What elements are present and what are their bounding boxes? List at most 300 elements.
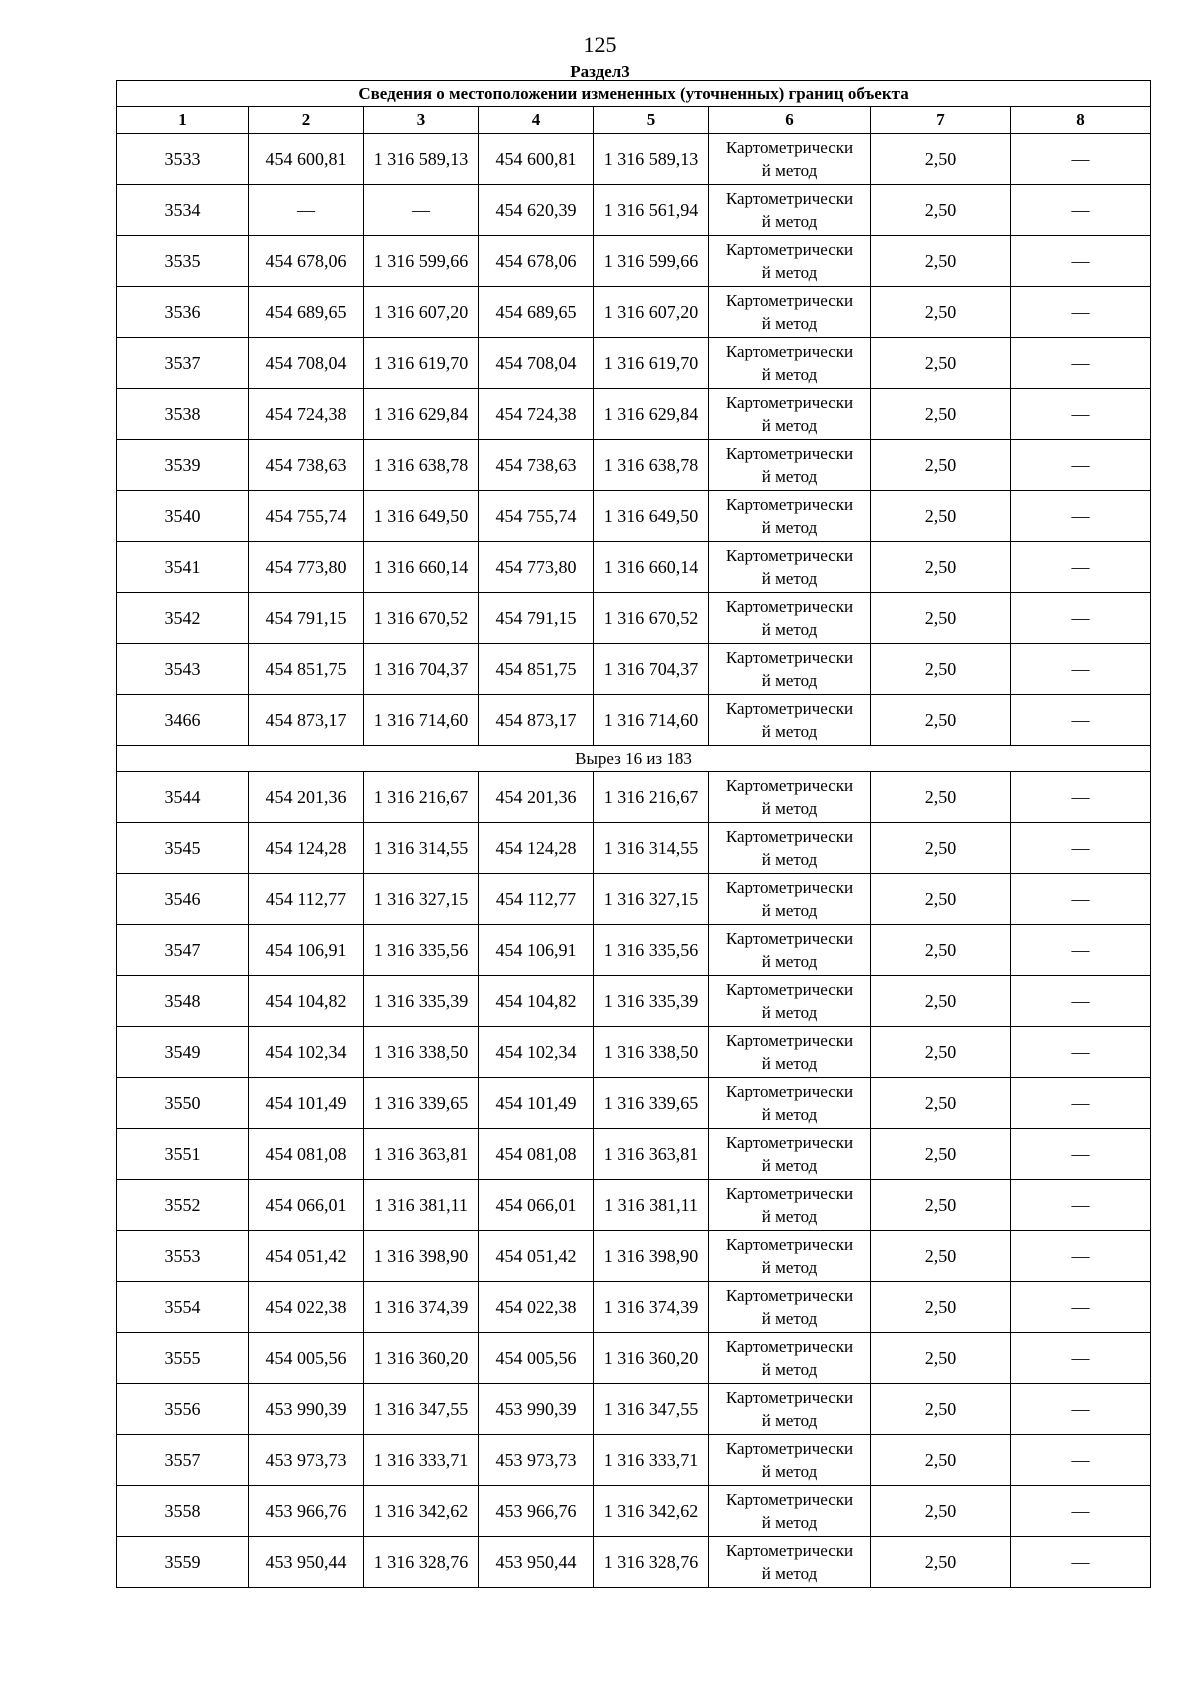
method-cell [709, 925, 871, 976]
new-x-cell: 454 689,65 [479, 287, 594, 338]
description-cell: — [1011, 1282, 1151, 1333]
new-x-cell: 454 112,77 [479, 874, 594, 925]
description-cell: — [1011, 976, 1151, 1027]
method-cell [709, 1231, 871, 1282]
description-cell: — [1011, 823, 1151, 874]
new-x-cell: 454 724,38 [479, 389, 594, 440]
new-y-cell: 1 316 638,78 [594, 440, 709, 491]
new-y-cell: 1 316 335,56 [594, 925, 709, 976]
old-y-cell: 1 316 649,50 [364, 491, 479, 542]
table-row [117, 1027, 1151, 1078]
group-label: Вырез 16 из 183 [117, 746, 1151, 772]
method-line-1: Картометрически [725, 1337, 854, 1356]
old-x-cell: 454 678,06 [249, 236, 364, 287]
description-cell: — [1011, 593, 1151, 644]
method-line-2: й метод [761, 1258, 818, 1277]
method-cell [709, 1537, 871, 1588]
description-cell: — [1011, 440, 1151, 491]
method-cell [709, 823, 871, 874]
accuracy-cell: 2,50 [871, 772, 1011, 823]
old-y-cell: 1 316 327,15 [364, 874, 479, 925]
point-number-cell: 3554 [117, 1282, 249, 1333]
new-x-cell: 454 791,15 [479, 593, 594, 644]
table-row [117, 185, 1151, 236]
table-row [117, 823, 1151, 874]
point-number-cell: 3556 [117, 1384, 249, 1435]
old-y-cell: 1 316 607,20 [364, 287, 479, 338]
method-line-1: Картометрически [725, 827, 854, 846]
description-cell: — [1011, 287, 1151, 338]
method-line-2: й метод [761, 1360, 818, 1379]
new-y-cell: 1 316 714,60 [594, 695, 709, 746]
old-y-cell: 1 316 638,78 [364, 440, 479, 491]
accuracy-cell: 2,50 [871, 1231, 1011, 1282]
old-x-cell: 454 755,74 [249, 491, 364, 542]
method-line-1: Картометрически [725, 342, 854, 361]
old-x-cell: 453 950,44 [249, 1537, 364, 1588]
old-y-cell: — [364, 185, 479, 236]
table-row [117, 1384, 1151, 1435]
accuracy-cell: 2,50 [871, 1282, 1011, 1333]
method-line-2: й метод [761, 467, 818, 486]
old-y-cell: 1 316 360,20 [364, 1333, 479, 1384]
method-line-1: Картометрически [725, 699, 854, 718]
method-line-1: Картометрически [725, 1133, 854, 1152]
point-number-cell: 3559 [117, 1537, 249, 1588]
old-y-cell: 1 316 381,11 [364, 1180, 479, 1231]
new-y-cell: 1 316 561,94 [594, 185, 709, 236]
new-y-cell: 1 316 347,55 [594, 1384, 709, 1435]
point-number-cell: 3557 [117, 1435, 249, 1486]
new-x-cell: 454 104,82 [479, 976, 594, 1027]
method-line-2: й метод [761, 212, 818, 231]
method-line-2: й метод [761, 1105, 818, 1124]
description-cell: — [1011, 772, 1151, 823]
new-x-cell: 454 851,75 [479, 644, 594, 695]
old-y-cell: 1 316 619,70 [364, 338, 479, 389]
point-number-cell: 3551 [117, 1129, 249, 1180]
accuracy-cell: 2,50 [871, 823, 1011, 874]
method-line-2: й метод [761, 518, 818, 537]
new-y-cell: 1 316 314,55 [594, 823, 709, 874]
new-y-cell: 1 316 670,52 [594, 593, 709, 644]
table-row [117, 874, 1151, 925]
description-cell: — [1011, 1231, 1151, 1282]
description-cell: — [1011, 338, 1151, 389]
description-cell: — [1011, 1435, 1151, 1486]
point-number-cell: 3550 [117, 1078, 249, 1129]
old-x-cell: 454 112,77 [249, 874, 364, 925]
new-x-cell: 453 966,76 [479, 1486, 594, 1537]
accuracy-cell: 2,50 [871, 1384, 1011, 1435]
method-line-2: й метод [761, 850, 818, 869]
description-cell: — [1011, 1078, 1151, 1129]
description-cell: — [1011, 491, 1151, 542]
method-cell [709, 389, 871, 440]
page-number: 125 [583, 32, 617, 57]
old-y-cell: 1 316 599,66 [364, 236, 479, 287]
new-x-cell: 454 201,36 [479, 772, 594, 823]
old-x-cell: 454 201,36 [249, 772, 364, 823]
method-cell [709, 1384, 871, 1435]
old-x-cell: 454 102,34 [249, 1027, 364, 1078]
method-line-2: й метод [761, 1054, 818, 1073]
method-line-1: Картометрически [725, 393, 854, 412]
accuracy-cell: 2,50 [871, 1078, 1011, 1129]
new-y-cell: 1 316 599,66 [594, 236, 709, 287]
new-x-cell: 454 708,04 [479, 338, 594, 389]
accuracy-cell: 2,50 [871, 1486, 1011, 1537]
method-line-1: Картометрически [725, 878, 854, 897]
old-x-cell: 454 738,63 [249, 440, 364, 491]
method-cell [709, 772, 871, 823]
old-y-cell: 1 316 347,55 [364, 1384, 479, 1435]
table-caption: Сведения о местоположении измененных (уточненных) границ объекта [117, 81, 1151, 107]
method-line-1: Картометрически [725, 980, 854, 999]
table-row [117, 338, 1151, 389]
method-cell [709, 236, 871, 287]
accuracy-cell: 2,50 [871, 874, 1011, 925]
old-x-cell: 454 104,82 [249, 976, 364, 1027]
method-line-1: Картометрически [725, 495, 854, 514]
accuracy-cell: 2,50 [871, 1027, 1011, 1078]
old-x-cell: 454 066,01 [249, 1180, 364, 1231]
method-cell [709, 874, 871, 925]
table-body-part-2 [117, 772, 1151, 1588]
new-y-cell: 1 316 649,50 [594, 491, 709, 542]
table-row [117, 925, 1151, 976]
new-x-cell: 454 873,17 [479, 695, 594, 746]
new-x-cell: 454 101,49 [479, 1078, 594, 1129]
new-x-cell: 454 005,56 [479, 1333, 594, 1384]
table-row [117, 772, 1151, 823]
method-cell [709, 1129, 871, 1180]
accuracy-cell: 2,50 [871, 976, 1011, 1027]
method-line-2: й метод [761, 1003, 818, 1022]
point-number-cell: 3543 [117, 644, 249, 695]
accuracy-cell: 2,50 [871, 542, 1011, 593]
method-line-2: й метод [761, 1462, 818, 1481]
point-number-cell: 3537 [117, 338, 249, 389]
method-line-1: Картометрически [725, 138, 854, 157]
method-line-2: й метод [761, 1411, 818, 1430]
method-line-2: й метод [761, 161, 818, 180]
new-x-cell: 453 950,44 [479, 1537, 594, 1588]
method-line-1: Картометрически [725, 1388, 854, 1407]
column-header: 2 [249, 107, 364, 134]
old-y-cell: 1 316 363,81 [364, 1129, 479, 1180]
method-line-1: Картометрически [725, 597, 854, 616]
old-x-cell: 454 022,38 [249, 1282, 364, 1333]
new-x-cell: 454 102,34 [479, 1027, 594, 1078]
accuracy-cell: 2,50 [871, 338, 1011, 389]
method-cell [709, 1027, 871, 1078]
method-line-1: Картометрически [725, 189, 854, 208]
new-y-cell: 1 316 589,13 [594, 134, 709, 185]
description-cell: — [1011, 925, 1151, 976]
old-y-cell: 1 316 333,71 [364, 1435, 479, 1486]
method-cell [709, 1486, 871, 1537]
accuracy-cell: 2,50 [871, 134, 1011, 185]
method-line-2: й метод [761, 314, 818, 333]
method-line-1: Картометрически [725, 1082, 854, 1101]
table-row [117, 976, 1151, 1027]
method-line-1: Картометрически [725, 1031, 854, 1050]
old-y-cell: 1 316 660,14 [364, 542, 479, 593]
method-line-2: й метод [761, 263, 818, 282]
old-y-cell: 1 316 328,76 [364, 1537, 479, 1588]
old-x-cell: 453 973,73 [249, 1435, 364, 1486]
old-y-cell: 1 316 714,60 [364, 695, 479, 746]
method-cell [709, 287, 871, 338]
description-cell: — [1011, 1180, 1151, 1231]
point-number-cell: 3542 [117, 593, 249, 644]
accuracy-cell: 2,50 [871, 1333, 1011, 1384]
method-line-1: Картометрически [725, 1541, 854, 1560]
new-x-cell: 454 051,42 [479, 1231, 594, 1282]
point-number-cell: 3549 [117, 1027, 249, 1078]
column-header: 8 [1011, 107, 1151, 134]
point-number-cell: 3544 [117, 772, 249, 823]
old-y-cell: 1 316 335,56 [364, 925, 479, 976]
accuracy-cell: 2,50 [871, 1180, 1011, 1231]
old-y-cell: 1 316 342,62 [364, 1486, 479, 1537]
description-cell: — [1011, 874, 1151, 925]
method-cell [709, 695, 871, 746]
new-y-cell: 1 316 216,67 [594, 772, 709, 823]
description-cell: — [1011, 1027, 1151, 1078]
group-section [117, 746, 1151, 772]
new-y-cell: 1 316 607,20 [594, 287, 709, 338]
old-x-cell: 454 791,15 [249, 593, 364, 644]
column-header-row [117, 107, 1151, 134]
method-line-2: й метод [761, 722, 818, 741]
new-y-cell: 1 316 660,14 [594, 542, 709, 593]
old-x-cell: 454 851,75 [249, 644, 364, 695]
method-cell [709, 593, 871, 644]
old-y-cell: 1 316 629,84 [364, 389, 479, 440]
old-y-cell: 1 316 398,90 [364, 1231, 479, 1282]
method-cell [709, 1333, 871, 1384]
method-line-1: Картометрически [725, 929, 854, 948]
method-line-2: й метод [761, 569, 818, 588]
new-y-cell: 1 316 374,39 [594, 1282, 709, 1333]
method-cell [709, 644, 871, 695]
new-y-cell: 1 316 704,37 [594, 644, 709, 695]
old-x-cell: 454 708,04 [249, 338, 364, 389]
method-line-1: Картометрически [725, 240, 854, 259]
new-x-cell: 454 738,63 [479, 440, 594, 491]
method-line-2: й метод [761, 416, 818, 435]
method-line-1: Картометрически [725, 1490, 854, 1509]
accuracy-cell: 2,50 [871, 644, 1011, 695]
method-line-1: Картометрически [725, 1439, 854, 1458]
accuracy-cell: 2,50 [871, 593, 1011, 644]
method-cell [709, 1078, 871, 1129]
accuracy-cell: 2,50 [871, 185, 1011, 236]
old-x-cell: 454 600,81 [249, 134, 364, 185]
method-cell [709, 976, 871, 1027]
description-cell: — [1011, 1384, 1151, 1435]
new-y-cell: 1 316 335,39 [594, 976, 709, 1027]
description-cell: — [1011, 236, 1151, 287]
method-line-2: й метод [761, 901, 818, 920]
point-number-cell: 3552 [117, 1180, 249, 1231]
old-x-cell: 453 966,76 [249, 1486, 364, 1537]
old-y-cell: 1 316 314,55 [364, 823, 479, 874]
new-x-cell: 454 066,01 [479, 1180, 594, 1231]
description-cell: — [1011, 644, 1151, 695]
point-number-cell: 3535 [117, 236, 249, 287]
table-row [117, 1129, 1151, 1180]
new-x-cell: 454 106,91 [479, 925, 594, 976]
table-row [117, 593, 1151, 644]
boundary-coordinates-table [116, 80, 1151, 1588]
new-y-cell: 1 316 381,11 [594, 1180, 709, 1231]
new-y-cell: 1 316 398,90 [594, 1231, 709, 1282]
column-header: 1 [117, 107, 249, 134]
method-line-2: й метод [761, 365, 818, 384]
new-y-cell: 1 316 338,50 [594, 1027, 709, 1078]
accuracy-cell: 2,50 [871, 389, 1011, 440]
method-cell [709, 338, 871, 389]
method-line-1: Картометрически [725, 776, 854, 795]
table-row [117, 134, 1151, 185]
new-x-cell: 454 755,74 [479, 491, 594, 542]
description-cell: — [1011, 389, 1151, 440]
method-line-1: Картометрически [725, 1184, 854, 1203]
table-row [117, 1078, 1151, 1129]
description-cell: — [1011, 1537, 1151, 1588]
old-y-cell: 1 316 339,65 [364, 1078, 479, 1129]
point-number-cell: 3539 [117, 440, 249, 491]
table-row [117, 1180, 1151, 1231]
point-number-cell: 3553 [117, 1231, 249, 1282]
point-number-cell: 3466 [117, 695, 249, 746]
column-header: 5 [594, 107, 709, 134]
table-row [117, 1435, 1151, 1486]
new-x-cell: 454 022,38 [479, 1282, 594, 1333]
new-x-cell: 453 990,39 [479, 1384, 594, 1435]
description-cell: — [1011, 185, 1151, 236]
table-row [117, 1282, 1151, 1333]
group-row [117, 746, 1151, 772]
description-cell: — [1011, 1333, 1151, 1384]
accuracy-cell: 2,50 [871, 695, 1011, 746]
column-header: 7 [871, 107, 1011, 134]
method-line-2: й метод [761, 620, 818, 639]
accuracy-cell: 2,50 [871, 1129, 1011, 1180]
new-y-cell: 1 316 629,84 [594, 389, 709, 440]
method-line-1: Картометрически [725, 291, 854, 310]
method-cell [709, 185, 871, 236]
new-y-cell: 1 316 339,65 [594, 1078, 709, 1129]
new-y-cell: 1 316 342,62 [594, 1486, 709, 1537]
method-line-2: й метод [761, 1207, 818, 1226]
method-cell [709, 440, 871, 491]
method-cell [709, 134, 871, 185]
description-cell: — [1011, 134, 1151, 185]
old-y-cell: 1 316 670,52 [364, 593, 479, 644]
new-y-cell: 1 316 360,20 [594, 1333, 709, 1384]
method-cell [709, 1180, 871, 1231]
method-line-1: Картометрически [725, 444, 854, 463]
accuracy-cell: 2,50 [871, 925, 1011, 976]
old-y-cell: 1 316 335,39 [364, 976, 479, 1027]
method-cell [709, 491, 871, 542]
old-x-cell: 453 990,39 [249, 1384, 364, 1435]
new-x-cell: 453 973,73 [479, 1435, 594, 1486]
table-row [117, 440, 1151, 491]
table-row [117, 1231, 1151, 1282]
old-x-cell: — [249, 185, 364, 236]
column-header: 6 [709, 107, 871, 134]
point-number-cell: 3555 [117, 1333, 249, 1384]
accuracy-cell: 2,50 [871, 491, 1011, 542]
new-x-cell: 454 678,06 [479, 236, 594, 287]
description-cell: — [1011, 542, 1151, 593]
old-x-cell: 454 773,80 [249, 542, 364, 593]
point-number-cell: 3533 [117, 134, 249, 185]
accuracy-cell: 2,50 [871, 1537, 1011, 1588]
old-x-cell: 454 873,17 [249, 695, 364, 746]
point-number-cell: 3534 [117, 185, 249, 236]
method-line-2: й метод [761, 799, 818, 818]
description-cell: — [1011, 695, 1151, 746]
method-line-2: й метод [761, 952, 818, 971]
accuracy-cell: 2,50 [871, 440, 1011, 491]
old-y-cell: 1 316 374,39 [364, 1282, 479, 1333]
old-y-cell: 1 316 338,50 [364, 1027, 479, 1078]
method-line-1: Картометрически [725, 648, 854, 667]
table-row [117, 644, 1151, 695]
point-number-cell: 3540 [117, 491, 249, 542]
old-x-cell: 454 724,38 [249, 389, 364, 440]
method-line-1: Картометрически [725, 1286, 854, 1305]
point-number-cell: 3541 [117, 542, 249, 593]
table-row [117, 491, 1151, 542]
method-line-1: Картометрически [725, 546, 854, 565]
method-line-2: й метод [761, 1564, 818, 1583]
new-x-cell: 454 773,80 [479, 542, 594, 593]
accuracy-cell: 2,50 [871, 287, 1011, 338]
new-x-cell: 454 124,28 [479, 823, 594, 874]
section-title: Раздел3 [570, 62, 630, 81]
point-number-cell: 3536 [117, 287, 249, 338]
table-row [117, 1537, 1151, 1588]
method-line-2: й метод [761, 671, 818, 690]
point-number-cell: 3545 [117, 823, 249, 874]
old-x-cell: 454 689,65 [249, 287, 364, 338]
new-y-cell: 1 316 328,76 [594, 1537, 709, 1588]
new-y-cell: 1 316 363,81 [594, 1129, 709, 1180]
table-row [117, 236, 1151, 287]
table-row [117, 389, 1151, 440]
method-cell [709, 542, 871, 593]
old-x-cell: 454 101,49 [249, 1078, 364, 1129]
old-x-cell: 454 005,56 [249, 1333, 364, 1384]
table-row [117, 1333, 1151, 1384]
old-x-cell: 454 124,28 [249, 823, 364, 874]
table-row [117, 1486, 1151, 1537]
point-number-cell: 3546 [117, 874, 249, 925]
description-cell: — [1011, 1486, 1151, 1537]
method-line-1: Картометрически [725, 1235, 854, 1254]
new-y-cell: 1 316 327,15 [594, 874, 709, 925]
new-y-cell: 1 316 619,70 [594, 338, 709, 389]
column-header: 4 [479, 107, 594, 134]
point-number-cell: 3547 [117, 925, 249, 976]
